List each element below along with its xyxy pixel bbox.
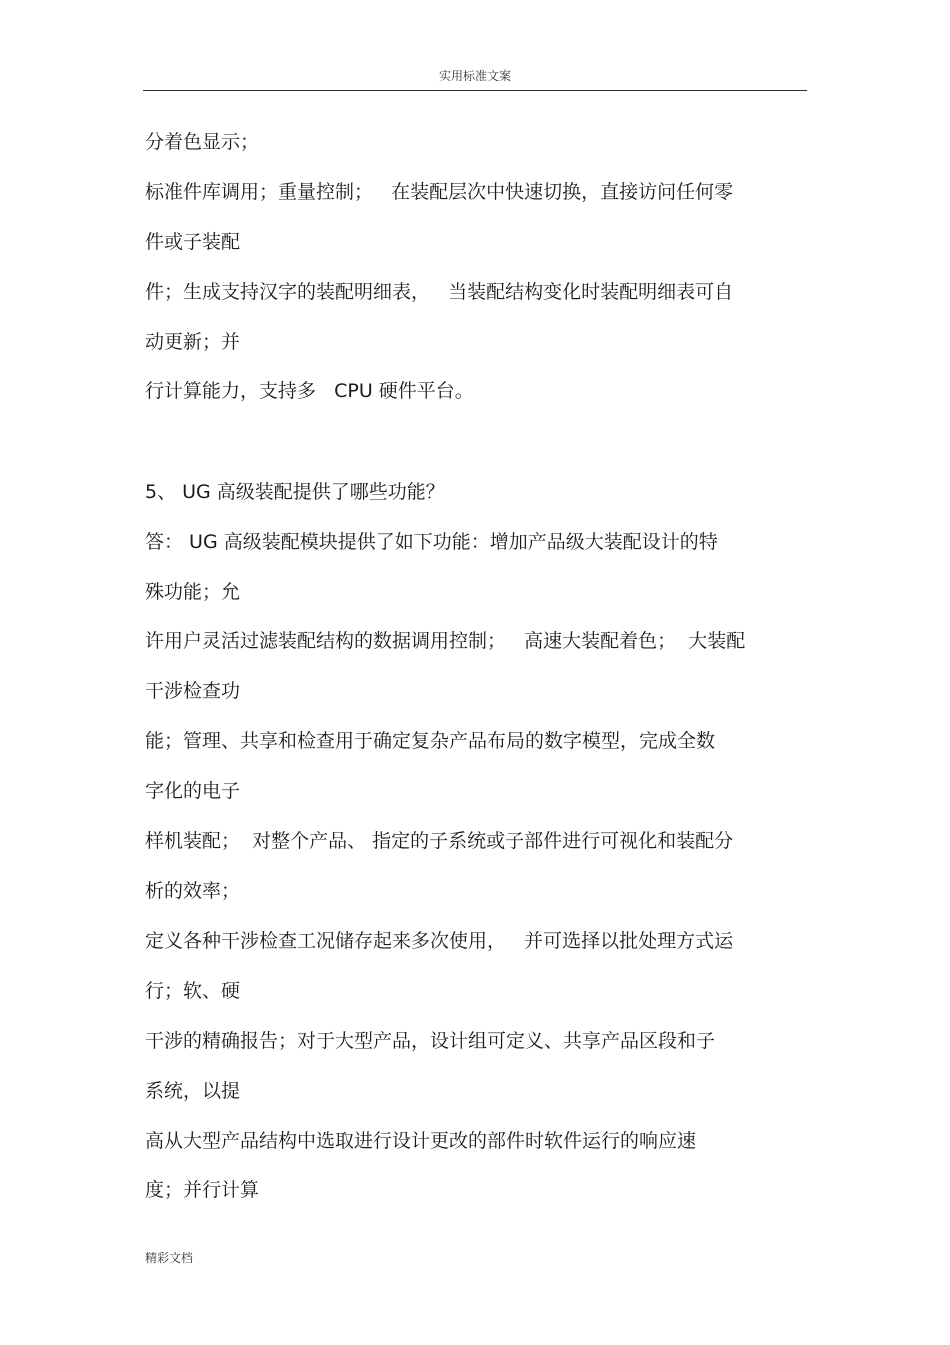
text-line: 系统，以提 (145, 1080, 241, 1102)
text-line: 干涉的精确报告；对于大型产品，设计组可定义、共享产品区段和子 (145, 1030, 716, 1052)
text-line: 行；软、硬 (145, 980, 241, 1002)
text-line: 标准件库调用；重量控制； 在装配层次中快速切换，直接访问任何零 (145, 181, 734, 203)
text-line: 分着色显示； (145, 131, 260, 153)
text-line: 件；生成支持汉字的装配明细表， 当装配结构变化时装配明细表可自 (145, 281, 734, 303)
text-line: 字化的电子 (145, 780, 241, 802)
text-line: 能；管理、共享和检查用于确定复杂产品布局的数字模型，完成全数 (145, 730, 716, 752)
page-footer: 精彩文档 (145, 1251, 194, 1265)
text-line: 析的效率； (145, 880, 241, 902)
text-line: 高从大型产品结构中选取进行设计更改的部件时软件运行的响应速 (145, 1130, 697, 1152)
section-question: 5、 UG 高级装配提供了哪些功能？ (145, 481, 445, 503)
header-divider (143, 90, 807, 91)
header-title: 实用标准文案 (438, 69, 511, 83)
text-line: 行计算能力，支持多 CPU 硬件平台。 (145, 380, 474, 402)
text-line: 定义各种干涉检查工况储存起来多次使用， 并可选择以批处理方式运 (145, 930, 734, 952)
text-line: 样机装配； 对整个产品、 指定的子系统或子部件进行可视化和装配分 (145, 830, 734, 852)
text-line: 度；并行计算 (145, 1179, 260, 1201)
text-line: 动更新；并 (145, 331, 241, 353)
text-line: 件或子装配 (145, 231, 241, 253)
text-line: 许用户灵活过滤装配结构的数据调用控制； 高速大装配着色； 大装配 (145, 630, 746, 652)
text-line: 干涉检查功 (145, 680, 241, 702)
text-line: 答： UG 高级装配模块提供了如下功能：增加产品级大装配设计的特 (145, 531, 718, 553)
text-line: 殊功能；允 (145, 581, 241, 603)
